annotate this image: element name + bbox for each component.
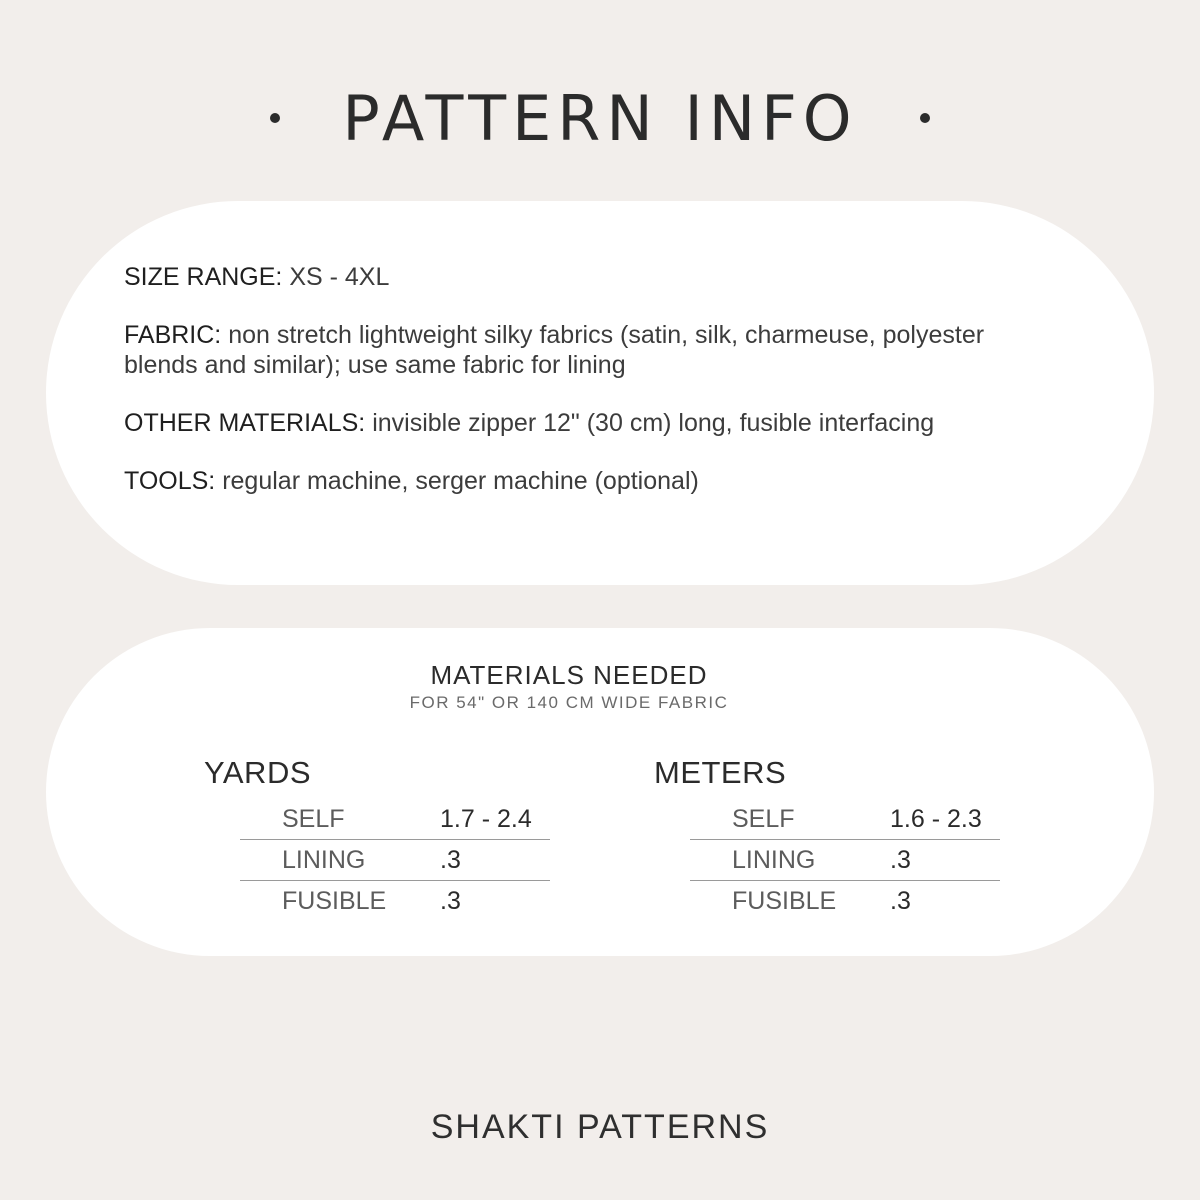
meters-table [690,799,1000,921]
row-value: .3 [890,886,911,915]
title-row [0,78,1200,158]
materials-title: MATERIALS NEEDED [430,660,708,690]
row-value: .3 [890,845,911,874]
row-name: LINING [732,845,816,874]
bullet-dot-right [920,113,930,123]
row-name: SELF [732,804,795,833]
other-materials-label: OTHER MATERIALS: [124,409,366,437]
brand-footer: SHAKTI PATTERNS [430,1108,770,1146]
row-value: .3 [440,886,461,915]
pattern-info-list [124,262,1044,524]
tools-line [124,466,1044,496]
row-value: 1.7 - 2.4 [440,804,532,833]
table-row [240,839,550,880]
row-value: .3 [440,845,461,874]
table-row [240,799,550,839]
materials-header [0,660,1138,713]
yards-table [240,799,550,921]
tools-value: regular machine, serger machine (optional) [215,467,699,495]
size-range-line [124,262,1044,292]
table-row [240,880,550,921]
fabric-value: non stretch lightweight silky fabrics (satin, silk, charmeuse, polyester blends and similar); use same fabric for lining [124,321,985,379]
size-range-label: SIZE RANGE: [124,263,283,291]
yards-title: YARDS [204,755,312,790]
materials-subtitle: FOR 54" OR 140 CM WIDE FABRIC [409,693,729,712]
fabric-line [124,320,1044,380]
row-name: FUSIBLE [732,886,837,915]
tools-label: TOOLS: [124,467,216,495]
yards-section [204,755,550,921]
size-range-value: XS - 4XL [282,263,390,291]
other-materials-value: invisible zipper 12" (30 cm) long, fusible interfacing [365,409,935,437]
fabric-label: FABRIC: [124,321,222,349]
row-value: 1.6 - 2.3 [890,804,982,833]
meters-title: METERS [654,755,787,790]
table-row [690,799,1000,839]
meters-section [654,755,1000,921]
other-materials-line [124,408,1044,438]
page-title: PATTERN INFO [342,81,858,155]
row-name: FUSIBLE [282,886,387,915]
table-row [690,839,1000,880]
row-name: SELF [282,804,345,833]
row-name: LINING [282,845,366,874]
table-row [690,880,1000,921]
bullet-dot-left [270,113,280,123]
